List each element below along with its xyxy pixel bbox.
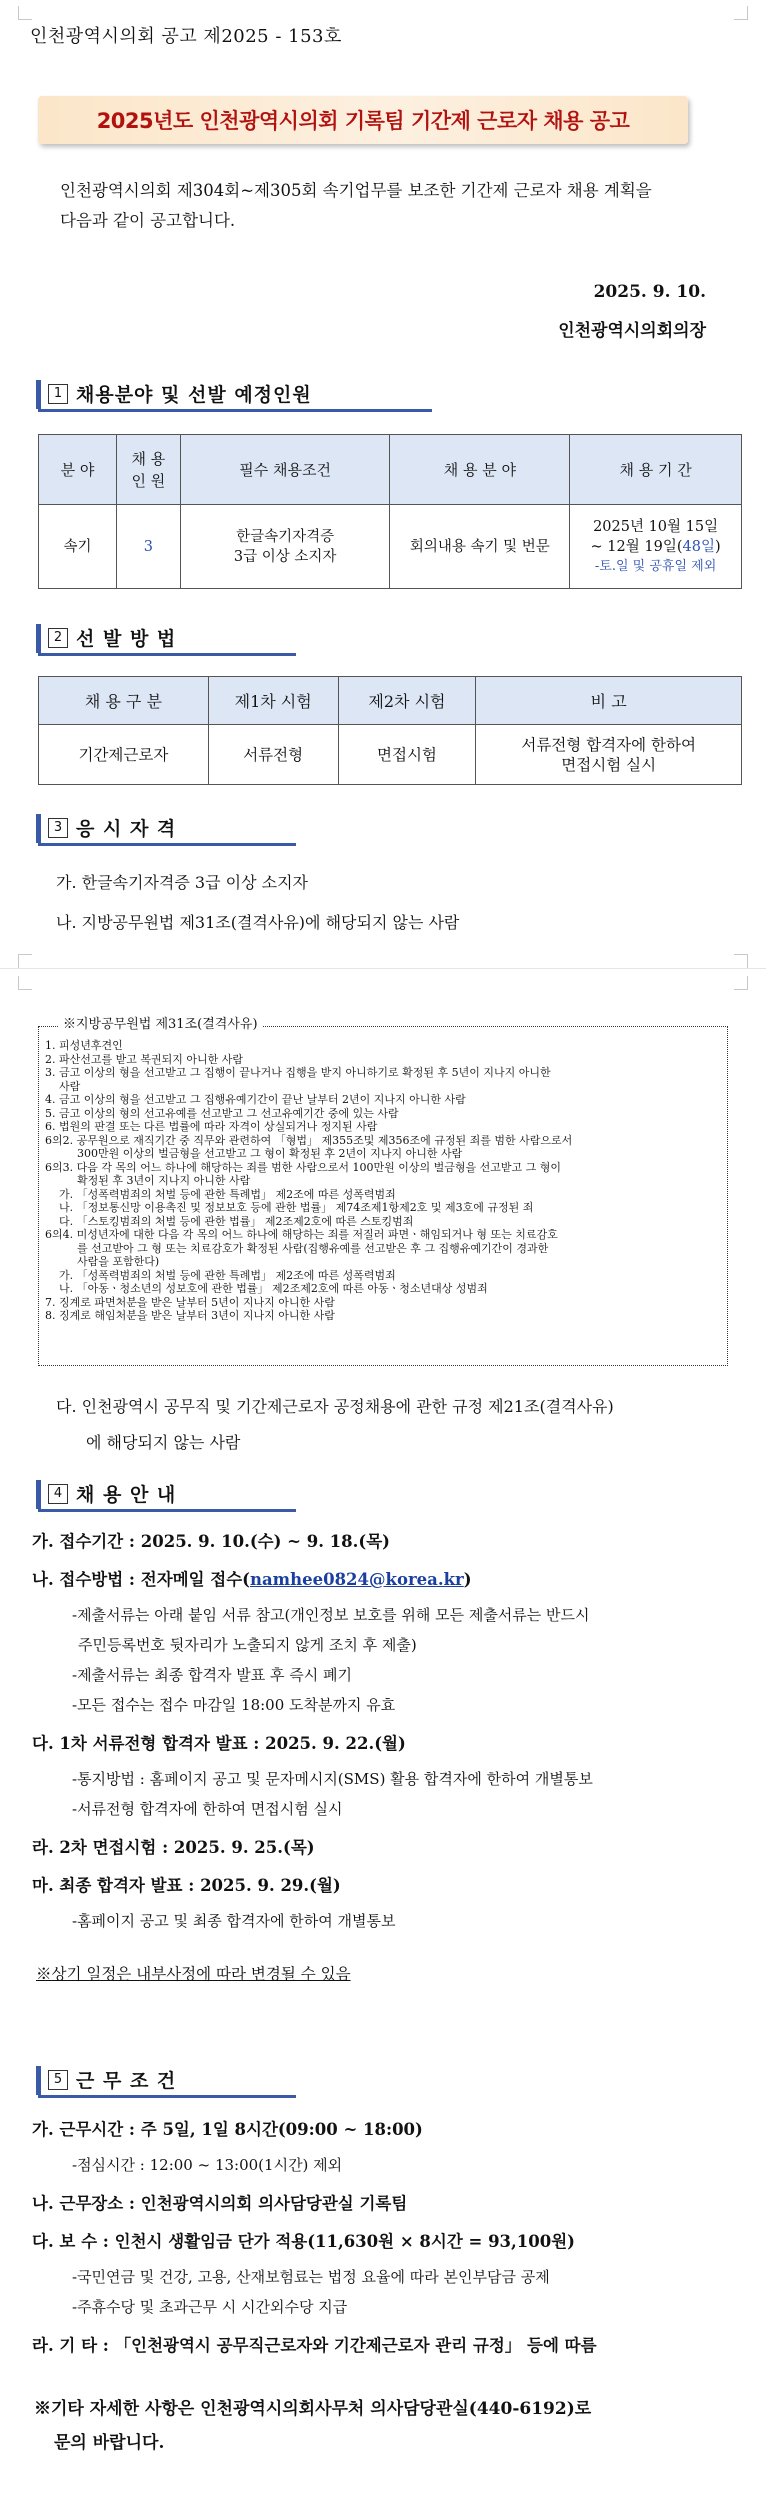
note-line: 면접시험 실시 (561, 755, 657, 774)
section-title: 응 시 자 격 (76, 818, 177, 840)
section-title: 근 무 조 건 (76, 2070, 177, 2092)
section-title: 채 용 안 내 (76, 1484, 177, 1506)
cell-second: 면접시험 (338, 725, 476, 785)
guide-method (32, 1566, 472, 1590)
section-3-heading (38, 812, 296, 846)
condition-hours: 가. 근무시간 : 주 5일, 1일 8시간(09:00 ~ 18:00) (32, 2120, 423, 2139)
guide-method-sub: 주민등록번호 뒷자리가 노출되지 않게 조치 후 제출) (78, 1636, 417, 1654)
header-count: 채 용 인 원 (116, 435, 180, 505)
law-item: 나. 「아동ㆍ청소년의 성보호에 관한 법률」 제2조제2호에 따른 아동ㆍ청소년대상 성범죄 (59, 1282, 488, 1295)
header-period: 채 용 기 간 (570, 435, 742, 505)
law-item: 300만원 이상의 벌금형을 선고받고 그 형이 확정된 후 2년이 지나지 아니한 사람 (77, 1147, 463, 1160)
period-end-text: ~ 12월 19일( (590, 538, 683, 555)
cell-type: 기간제근로자 (39, 725, 209, 785)
header-first: 제1차 시험 (208, 677, 338, 725)
intro-paragraph (60, 176, 700, 236)
table-header-row (39, 435, 742, 505)
law-item: 2. 파산선고를 받고 복권되지 아니한 사람 (45, 1052, 243, 1066)
law-item: 확정된 후 3년이 지나지 아니한 사람 (77, 1174, 251, 1187)
law-items (45, 1039, 721, 1323)
guide-first-result: 다. 1차 서류전형 합격자 발표 : 2025. 9. 22.(월) (32, 1734, 406, 1753)
law-item: 4. 금고 이상의 형을 선고받고 그 집행유예기간이 끝난 날부터 2년이 지나지 아니한 사람 (45, 1093, 466, 1106)
footer-line-1: ※기타 자세한 사항은 인천광역시의회사무처 의사담당관실(440-6192)로 (34, 2399, 592, 2419)
law-item: 6의2. 공무원으로 재직기간 중 직무와 관련하여 「형법」 제355조및 제356조에 규정된 죄를 범한 사람으로서 (45, 1133, 573, 1147)
law-item: 가. 「성폭력범죄의 처벌 등에 관한 특례법」 제2조에 따른 성폭력범죄 (59, 1187, 396, 1201)
guide-method-sub: -제출서류는 최종 합격자 발표 후 즉시 폐기 (72, 1666, 353, 1684)
section-5-heading (38, 2064, 296, 2098)
requirement-line: 한글속기자격증 (236, 528, 335, 545)
cell-note (476, 725, 742, 785)
law-item: 다. 「스토킹범죄의 처벌 등에 관한 법률」 제2조제2호에 따른 스토킹범죄 (59, 1214, 414, 1228)
cell-count: 3 (116, 505, 180, 589)
qualification-na: 나. 지방공무원법 제31조(결격사유)에 해당되지 않는 사람 (56, 913, 460, 932)
page-title: 2025년도 인천광역시의회 기록팀 기간제 근로자 채용 공고 (96, 109, 630, 133)
footer-line-2: 문의 바랍니다. (54, 2433, 165, 2453)
page-corner-mark (18, 954, 32, 968)
cell-period (570, 505, 742, 589)
page-corner-mark (18, 976, 32, 990)
period-note: -토.일 및 공휴일 제외 (594, 558, 717, 574)
header-requirement: 필수 채용조건 (180, 435, 390, 505)
header-note: 비 고 (476, 677, 742, 725)
section-4-heading (38, 1478, 296, 1512)
header-field: 분 야 (39, 435, 117, 505)
qualification-da-line-1: 다. 인천광역시 공무직 및 기간제근로자 공정채용에 관한 규정 제21조(결격사유) (56, 1397, 614, 1416)
email-link[interactable]: namhee0824@korea.kr (249, 1570, 464, 1589)
recruit-table (38, 434, 742, 589)
law-item: 7. 징계로 파면처분을 받은 날부터 5년이 지나지 아니한 사람 (45, 1295, 335, 1309)
law-item: 사람 (59, 1079, 81, 1093)
law-item: 5. 금고 이상의 형의 선고유예를 선고받고 그 선고유예기간 중에 있는 사람 (45, 1106, 399, 1120)
page-divider (0, 968, 766, 969)
guide-method-suffix: ) (463, 1570, 472, 1589)
guide-method-sub: -모든 접수는 접수 마감일 18:00 도착분까지 유효 (72, 1696, 396, 1714)
condition-pay-sub: -국민연금 및 건강, 고용, 산재보험료는 법정 요율에 따라 본인부담금 공제 (72, 2268, 550, 2286)
law-item: 6. 법원의 판결 또는 다른 법률에 따라 자격이 상실되거나 정지된 사람 (45, 1120, 378, 1133)
header-second: 제2차 시험 (338, 677, 476, 725)
section-title: 선 발 방 법 (76, 628, 177, 650)
condition-pay: 다. 보 수 : 인천시 생활임금 단가 적용(11,630원 × 8시간 = 93,100원) (32, 2232, 575, 2251)
cell-duty: 회의내용 속기 및 번문 (390, 505, 570, 589)
period-days: 48일 (682, 538, 715, 555)
section-number: 2 (48, 628, 68, 648)
guide-interview: 라. 2차 면접시험 : 2025. 9. 25.(목) (32, 1838, 315, 1857)
intro-line-2: 다음과 같이 공고합니다. (60, 211, 236, 230)
table-row (39, 725, 742, 785)
cell-field: 속기 (39, 505, 117, 589)
law-item: 3. 금고 이상의 형을 선고받고 그 집행이 끝나거나 집행을 받지 아니하기로 확정된 후 5년이 지나지 아니한 (45, 1066, 551, 1079)
law-item: 가. 「성폭력범죄의 처벌 등에 관한 특례법」 제2조에 따른 성폭력범죄 (59, 1268, 396, 1282)
guide-method-text: 나. 접수방법 : 전자메일 접수( (32, 1570, 250, 1589)
intro-line-1: 인천광역시의회 제304회~제305회 속기업무를 보조한 기간제 근로자 채용 계획을 (60, 181, 652, 200)
table-row (39, 505, 742, 589)
condition-place: 나. 근무장소 : 인천광역시의회 의사담당관실 기록팀 (32, 2194, 408, 2213)
notice-number: 인천광역시의회 공고 제2025 - 153호 (30, 26, 342, 47)
header-duty: 채 용 분 야 (390, 435, 570, 505)
table-header-row (39, 677, 742, 725)
qualification-ga: 가. 한글속기자격증 3급 이상 소지자 (56, 873, 308, 892)
period-end-suffix: ) (714, 538, 721, 555)
law-item: 를 선고받아 그 형 또는 치료감호가 확정된 사람(집행유예를 선고받은 후 그 집행유예기간이 경과한 (77, 1241, 549, 1255)
law-excerpt-box (38, 1017, 728, 1366)
guide-first-result-sub: -통지방법 : 홈페이지 공고 및 문자메시지(SMS) 활용 합격자에 한하여 개별통보 (72, 1770, 593, 1788)
page-corner-mark (734, 6, 748, 20)
notice-date: 2025. 9. 10. (593, 282, 706, 302)
signer: 인천광역시의회의장 (558, 321, 706, 341)
period-start: 2025년 10월 15일 (593, 518, 719, 535)
section-number: 1 (48, 384, 68, 404)
header-type: 채 용 구 분 (39, 677, 209, 725)
section-number: 3 (48, 818, 68, 838)
period-end (570, 537, 741, 557)
page-corner-mark (734, 976, 748, 990)
guide-period: 가. 접수기간 : 2025. 9. 10.(수) ~ 9. 18.(목) (32, 1532, 390, 1551)
law-item: 6의3. 다음 각 목의 어느 하나에 해당하는 죄를 범한 사람으로서 100만원 이상의 벌금형을 선고받고 그 형이 (45, 1160, 561, 1174)
law-item: 사람을 포함한다) (77, 1255, 160, 1268)
page-corner-mark (734, 954, 748, 968)
condition-etc: 라. 기 타 : 「인천광역시 공무직근로자와 기간제근로자 관리 규정」 등에 따름 (32, 2336, 597, 2355)
note-line: 서류전형 합격자에 한하여 (521, 735, 696, 754)
qualification-da-line-2: 에 해당되지 않는 사람 (86, 1433, 241, 1452)
law-item: 6의4. 미성년자에 대한 다음 각 목의 어느 하나에 해당하는 죄를 저질러 파면ㆍ해임되거나 형 또는 치료감호 (45, 1228, 558, 1241)
guide-final-result-sub: -홈페이지 공고 및 최종 합격자에 한하여 개별통보 (72, 1912, 396, 1930)
title-banner (38, 96, 688, 144)
cell-first: 서류전형 (208, 725, 338, 785)
condition-pay-sub: -주휴수당 및 초과근무 시 시간외수당 지급 (72, 2298, 348, 2316)
law-item: 8. 징계로 해임처분을 받은 날부터 3년이 지나지 아니한 사람 (45, 1309, 335, 1322)
law-item: 1. 피성년후견인 (45, 1039, 123, 1052)
section-title: 채용분야 및 선발 예정인원 (76, 384, 312, 406)
requirement-line: 3급 이상 소지자 (233, 548, 337, 565)
section-number: 4 (48, 1484, 68, 1504)
guide-final-result: 마. 최종 합격자 발표 : 2025. 9. 29.(월) (32, 1876, 341, 1895)
section-2-heading (38, 622, 296, 656)
condition-hours-sub: -점심시간 : 12:00 ~ 13:00(1시간) 제외 (72, 2156, 343, 2174)
guide-method-sub: -제출서류는 아래 붙임 서류 참고(개인정보 보호를 위해 모든 제출서류는 반드시 (72, 1606, 590, 1624)
cell-requirement (180, 505, 390, 589)
law-item: 나. 「정보통신망 이용촉진 및 정보보호 등에 관한 법률」 제74조제1항제2호 및 제3호에 규정된 죄 (59, 1201, 534, 1214)
section-number: 5 (48, 2070, 68, 2090)
law-box-title: ※지방공무원법 제31조(결격사유) (59, 1018, 262, 1032)
section-1-heading (38, 378, 432, 412)
selection-table (38, 676, 742, 785)
schedule-note: ※상기 일정은 내부사정에 따라 변경될 수 있음 (36, 1965, 351, 1983)
page-corner-mark (18, 6, 32, 20)
guide-first-result-sub: -서류전형 합격자에 한하여 면접시험 실시 (72, 1800, 343, 1818)
